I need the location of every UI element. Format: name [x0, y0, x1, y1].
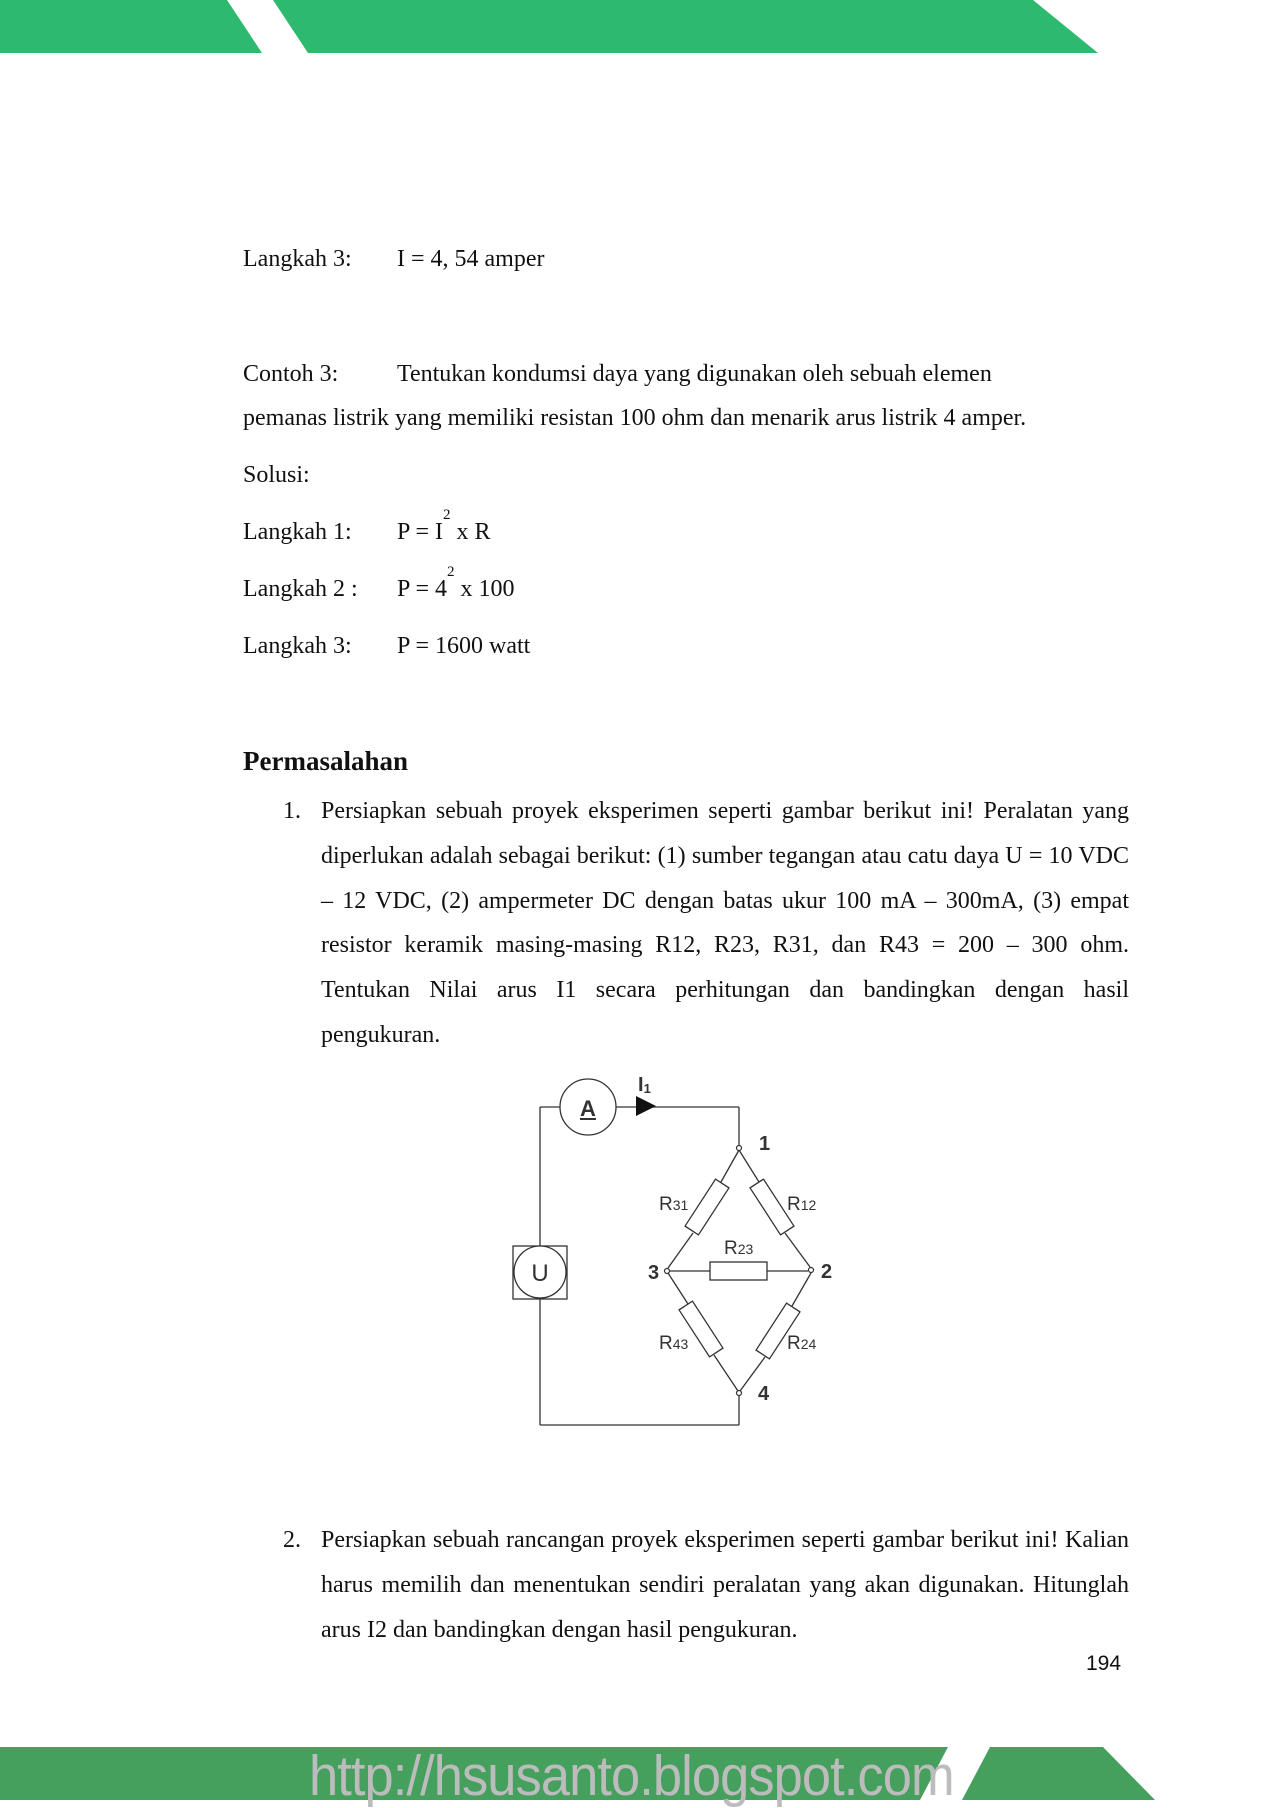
svg-text:4: 4 — [758, 1383, 770, 1405]
step-1-formula: $P = I^2$ x R — [397, 507, 491, 545]
header-band — [0, 0, 1272, 53]
svg-text:R43: R43 — [659, 1333, 689, 1354]
svg-text:U: U — [531, 1260, 549, 1287]
svg-text:2: 2 — [821, 1261, 833, 1283]
example-label: Contoh 3: — [243, 361, 339, 387]
node-1-terminal — [737, 1146, 742, 1151]
step-value: I = 4, 54 amper — [397, 246, 545, 272]
list-item-2-number: 2. — [283, 1527, 301, 1553]
step-label: Langkah 3: — [243, 246, 352, 272]
solution-label: Solusi: — [243, 462, 310, 488]
list-item-1-text: Persiapkan sebuah proyek eksperimen seperti gambar berikut ini! Peralatan yang diperlukan adalah sebagai berikut: (1) sumber tegangan atau catu daya U = 10 VDC – 12 VDC, (2) ampermeter DC dengan batas ukur 100 mA – 300mA, (3) empat resistor keramik masing-masing R12, R23, R31, dan R43 = 200 – 300 ohm. Tentukan Nilai arus I1 secara perhitungan dan bandingkan dengan hasil pengukuran. — [321, 798, 1129, 1048]
step-2-formula: $P = 4^2$ x 100 — [397, 564, 515, 602]
node-3-terminal — [665, 1269, 670, 1274]
list-item-1-number: 1. — [283, 798, 301, 824]
step-3-formula: P = 1600 watt — [397, 633, 531, 659]
svg-text:1: 1 — [759, 1133, 771, 1155]
step-2-label: Langkah 2 : — [243, 576, 358, 602]
example-question-line1: Tentukan kondumsi daya yang digunakan oleh sebuah elemen — [397, 361, 992, 387]
watermark-link[interactable]: http://hsusanto.blogspot.com — [309, 1744, 954, 1808]
current-arrow-icon — [636, 1096, 656, 1116]
voltage-source-icon — [513, 1246, 567, 1299]
step-3-label: Langkah 3: — [243, 633, 352, 659]
svg-text:R24: R24 — [787, 1333, 817, 1354]
node-4-terminal — [737, 1391, 742, 1396]
step-1-label: Langkah 1: — [243, 519, 352, 545]
svg-text:R12: R12 — [787, 1194, 817, 1215]
svg-text:A: A — [580, 1096, 596, 1121]
list-item-2-text: Persiapkan sebuah rancangan proyek eksperimen seperti gambar berikut ini! Kalian harus memilih dan menentukan sendiri peralatan yang akan digunakan. Hitunglah arus I2 dan bandingkan dengan hasil pengukuran. — [321, 1527, 1129, 1643]
page-number: 194 — [1086, 1652, 1122, 1675]
svg-text:R23: R23 — [724, 1238, 754, 1259]
example-question-line2: pemanas listrik yang memiliki resistan 100 ohm dan menarik arus listrik 4 amper. — [243, 405, 1027, 431]
bridge-circuit-diagram — [500, 1070, 880, 1450]
svg-text:R31: R31 — [659, 1194, 689, 1215]
node-2-terminal — [809, 1268, 814, 1273]
svg-text:I1: I1 — [638, 1074, 651, 1096]
ammeter-icon — [560, 1079, 616, 1135]
section-heading: Permasalahan — [243, 746, 408, 776]
svg-text:3: 3 — [648, 1262, 660, 1284]
